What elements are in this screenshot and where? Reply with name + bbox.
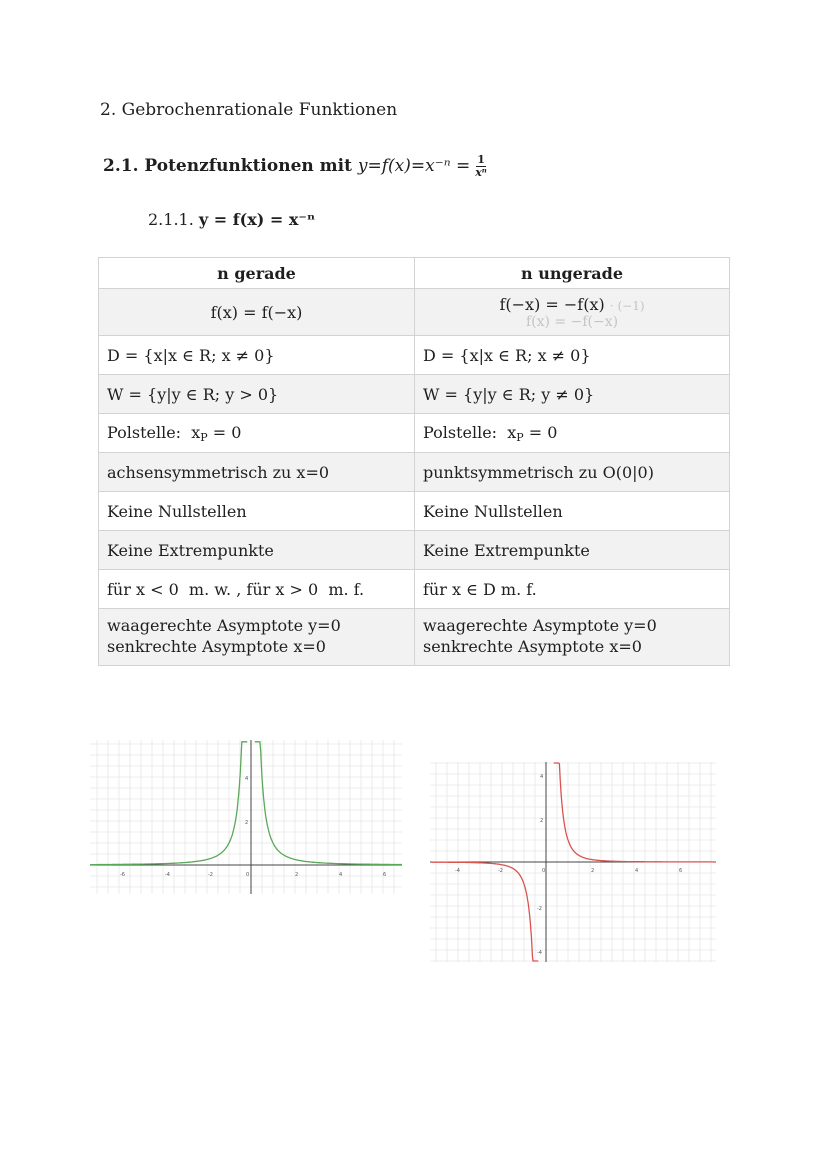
x-tick: 2	[295, 872, 299, 878]
y-tick: 2	[540, 818, 544, 824]
y-tick: 2	[245, 820, 249, 826]
cell-right: punktsymmetrisch zu O(0|0)	[415, 453, 730, 492]
table-row-symmetry	[99, 289, 730, 336]
cell-right: für x ∈ D m. f.	[415, 570, 730, 609]
pole-label: Polstelle: x	[423, 422, 517, 442]
x-tick: -4	[165, 872, 170, 878]
subsection-heading	[103, 154, 487, 178]
x-tick: 4	[339, 872, 343, 878]
x-tick: -2	[208, 872, 213, 878]
cell-left: Keine Nullstellen	[99, 492, 415, 531]
table-row	[99, 414, 730, 453]
curve-left-branch	[432, 862, 539, 961]
cell-left: W = {y|y ∈ R; y > 0}	[99, 375, 415, 414]
symmetry-annotation-2: f(x) = −f(−x)	[525, 313, 619, 330]
fraction-numerator: 1	[477, 153, 485, 166]
fraction	[475, 154, 487, 178]
properties-table	[98, 257, 730, 666]
fraction-denominator: xⁿ	[475, 165, 487, 179]
cell-right	[415, 414, 730, 453]
x-tick: -2	[498, 868, 503, 874]
cell-left	[99, 414, 415, 453]
x-tick: 6	[383, 872, 387, 878]
table-row	[99, 609, 730, 666]
x-tick: -4	[455, 868, 460, 874]
cell-right: W = {y|y ∈ R; y ≠ 0}	[415, 375, 730, 414]
subsubsection-formula: y = f(x) = x⁻ⁿ	[198, 210, 316, 229]
cell-left: f(x) = f(−x)	[99, 289, 415, 336]
table-row	[99, 453, 730, 492]
subsubsection-heading	[148, 210, 315, 229]
subsection-prefix: 2.1. Potenzfunktionen mit	[103, 156, 358, 177]
y-tick: -4	[537, 950, 542, 956]
pole-label: Polstelle: x	[107, 422, 201, 442]
table-row	[99, 375, 730, 414]
cell-right: Keine Nullstellen	[415, 492, 730, 531]
asymptote-vertical: senkrechte Asymptote x=0	[107, 637, 326, 656]
y-tick: -2	[537, 906, 542, 912]
subsubsection-number: 2.1.1.	[148, 210, 194, 229]
pole-subscript: P	[516, 430, 524, 444]
x-tick: -6	[120, 872, 125, 878]
header-n-ungerade: n ungerade	[415, 258, 730, 289]
graph-odd	[430, 762, 716, 962]
symmetry-annotation: · (−1)	[609, 298, 645, 313]
asymptote-horizontal: waagerechte Asymptote y=0	[423, 616, 657, 636]
pole-value: = 0	[523, 422, 558, 442]
table-row	[99, 336, 730, 375]
grid	[90, 740, 402, 894]
pole-value: = 0	[207, 422, 242, 442]
cell-right: Keine Extrempunkte	[415, 531, 730, 570]
table-header-row	[99, 258, 730, 289]
cell-left: achsensymmetrisch zu x=0	[99, 453, 415, 492]
x-tick: 0	[542, 868, 546, 874]
graph-even	[90, 740, 402, 894]
section-heading: 2. Gebrochenrationale Funktionen	[100, 100, 398, 120]
x-tick: 4	[635, 868, 639, 874]
y-tick: 4	[540, 774, 544, 780]
table-row	[99, 492, 730, 531]
symmetry-formula: f(−x) = −f(x)	[499, 294, 605, 314]
cell-left: D = {x|x ∈ R; x ≠ 0}	[99, 336, 415, 375]
header-n-gerade: n gerade	[99, 258, 415, 289]
table-row	[99, 531, 730, 570]
cell-right: D = {x|x ∈ R; x ≠ 0}	[415, 336, 730, 375]
cell-left: Keine Extrempunkte	[99, 531, 415, 570]
cell-right	[415, 289, 730, 336]
cell-right	[415, 609, 730, 666]
cell-left	[99, 609, 415, 666]
curve-right-branch	[554, 763, 716, 862]
asymptote-vertical: senkrechte Asymptote x=0	[423, 637, 642, 656]
y-tick: 4	[245, 776, 249, 782]
cell-left: für x < 0 m. w. , für x > 0 m. f.	[99, 570, 415, 609]
curve-left-branch	[90, 742, 247, 865]
x-tick: 2	[591, 868, 595, 874]
subsection-formula: y=f(x)=x⁻ⁿ =	[357, 156, 471, 177]
x-tick: 6	[679, 868, 683, 874]
asymptote-horizontal: waagerechte Asymptote y=0	[107, 616, 341, 636]
pole-subscript: P	[200, 430, 208, 444]
x-tick: 0	[246, 872, 250, 878]
table-row	[99, 570, 730, 609]
